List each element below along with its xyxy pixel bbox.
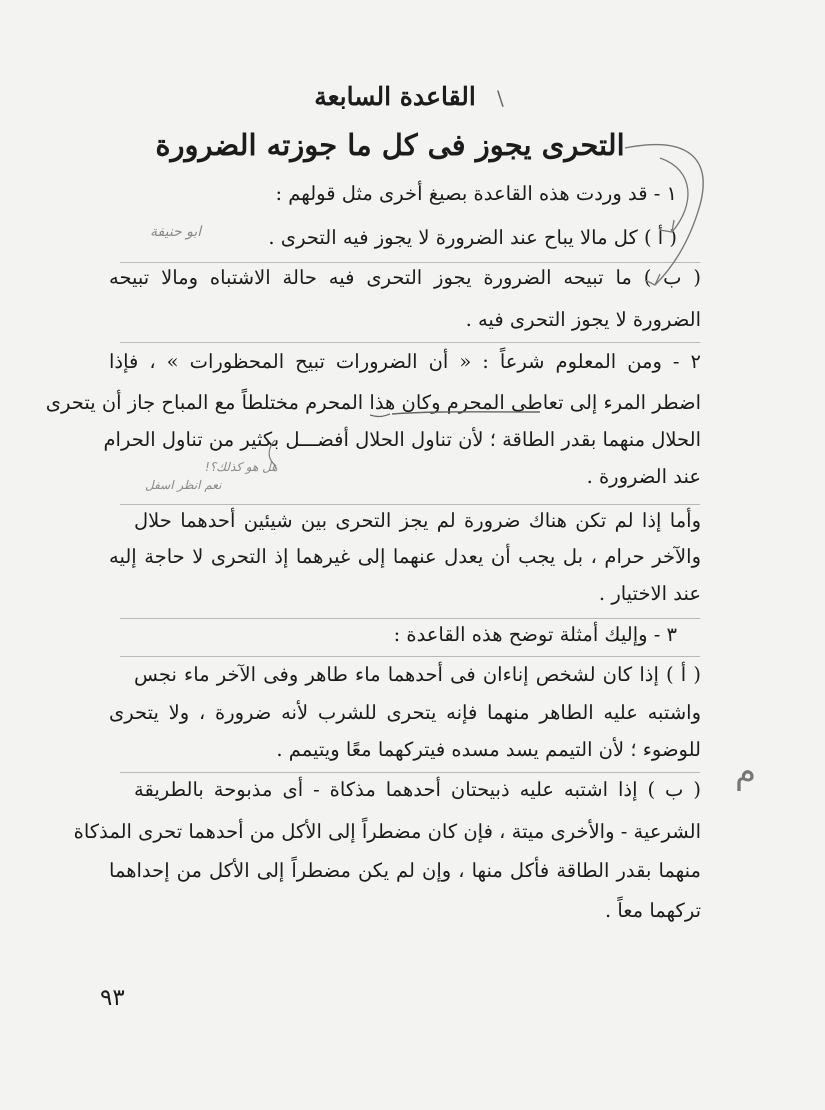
text-line: الشرعية - والأخرى ميتة ، فإن كان مضطراً إلى الأكل من أحدهما تحرى المذكاة — [73, 820, 701, 843]
pen-underline — [392, 412, 540, 414]
rule-title: القاعدة السابعة — [314, 82, 476, 111]
text-line: واشتبه عليه الطاهر منهما فإنه يتحرى للشرب لأنه ضرورة ، ولا يتحرى — [109, 701, 701, 724]
text-line: عند الضرورة . — [586, 465, 701, 488]
pen-arrowhead — [645, 274, 660, 285]
text-line: ( ب ) إذا اشتبه عليه ذبيحتان أحدهما مذكاة - أى مذبوحة بالطريقة — [134, 778, 701, 801]
text-line: الحلال منهما بقدر الطاقة ؛ لأن تناول الحلال أفضـــل بكثير من تناول الحرام — [103, 428, 701, 451]
text-line: ( ب ) ما تبيحه الضرورة يجوز التحرى فيه حالة الاشتباه ومالا تبيحه — [109, 266, 701, 289]
handwritten-margin-note: نعم انظر اسفل — [145, 478, 222, 492]
text-line: اضطر المرء إلى تعاطى المحرم وكان هذا المحرم مختلطاً مع المباح جاز أن يتحرى — [45, 391, 701, 414]
text-line: ٢ - ومن المعلوم شرعاً : « أن الضرورات تبيح المحظورات » ، فإذا — [109, 350, 701, 373]
text-line: وأما إذا لم تكن هناك ضرورة لم يجز التحرى بين شيئين أحدهما حلال — [134, 509, 701, 532]
text-line: الضرورة لا يجوز التحرى فيه . — [465, 308, 701, 331]
text-line: ١ - قد وردت هذه القاعدة بصيغ أخرى مثل قولهم : — [275, 182, 677, 205]
text-line: للوضوء ؛ لأن التيمم يسد مسده فيتركهما معًا ويتيمم . — [276, 738, 701, 761]
handwritten-margin-note: هل هو كذلك؟! — [205, 460, 278, 474]
text-line: منهما بقدر الطاقة فأكل منها ، وإن لم يكن مضطراً إلى الأكل من إحداهما — [109, 859, 701, 882]
pen-arrow-stroke — [625, 145, 703, 285]
text-line: تركهما معاً . — [604, 899, 701, 922]
handwritten-margin-note: ابو حنيفة — [150, 224, 202, 240]
pen-arrowhead — [660, 220, 674, 232]
handwritten-margin-mark: م — [735, 752, 757, 792]
pen-bracket — [269, 440, 276, 466]
rule-subtitle: التحرى يجوز فى كل ما جوزته الضرورة — [155, 128, 625, 162]
text-line: ( أ ) إذا كان لشخص إناءان فى أحدهما ماء طاهر وفى الآخر ماء نجس — [134, 663, 701, 686]
text-line: عند الاختيار . — [598, 582, 701, 605]
text-line: ( أ ) كل مالا يباح عند الضرورة لا يجوز فيه التحرى . — [268, 226, 677, 249]
pen-underline — [370, 414, 390, 417]
handwritten-tick-mark: \ — [497, 86, 504, 110]
page-number: ٩٣ — [100, 985, 125, 1011]
text-line: ٣ - وإليك أمثلة توضح هذه القاعدة : — [393, 623, 677, 646]
text-line: والآخر حرام ، بل يجب أن يعدل عنهما إلى غيرهما إذ التحرى لا حاجة إليه — [109, 545, 701, 568]
